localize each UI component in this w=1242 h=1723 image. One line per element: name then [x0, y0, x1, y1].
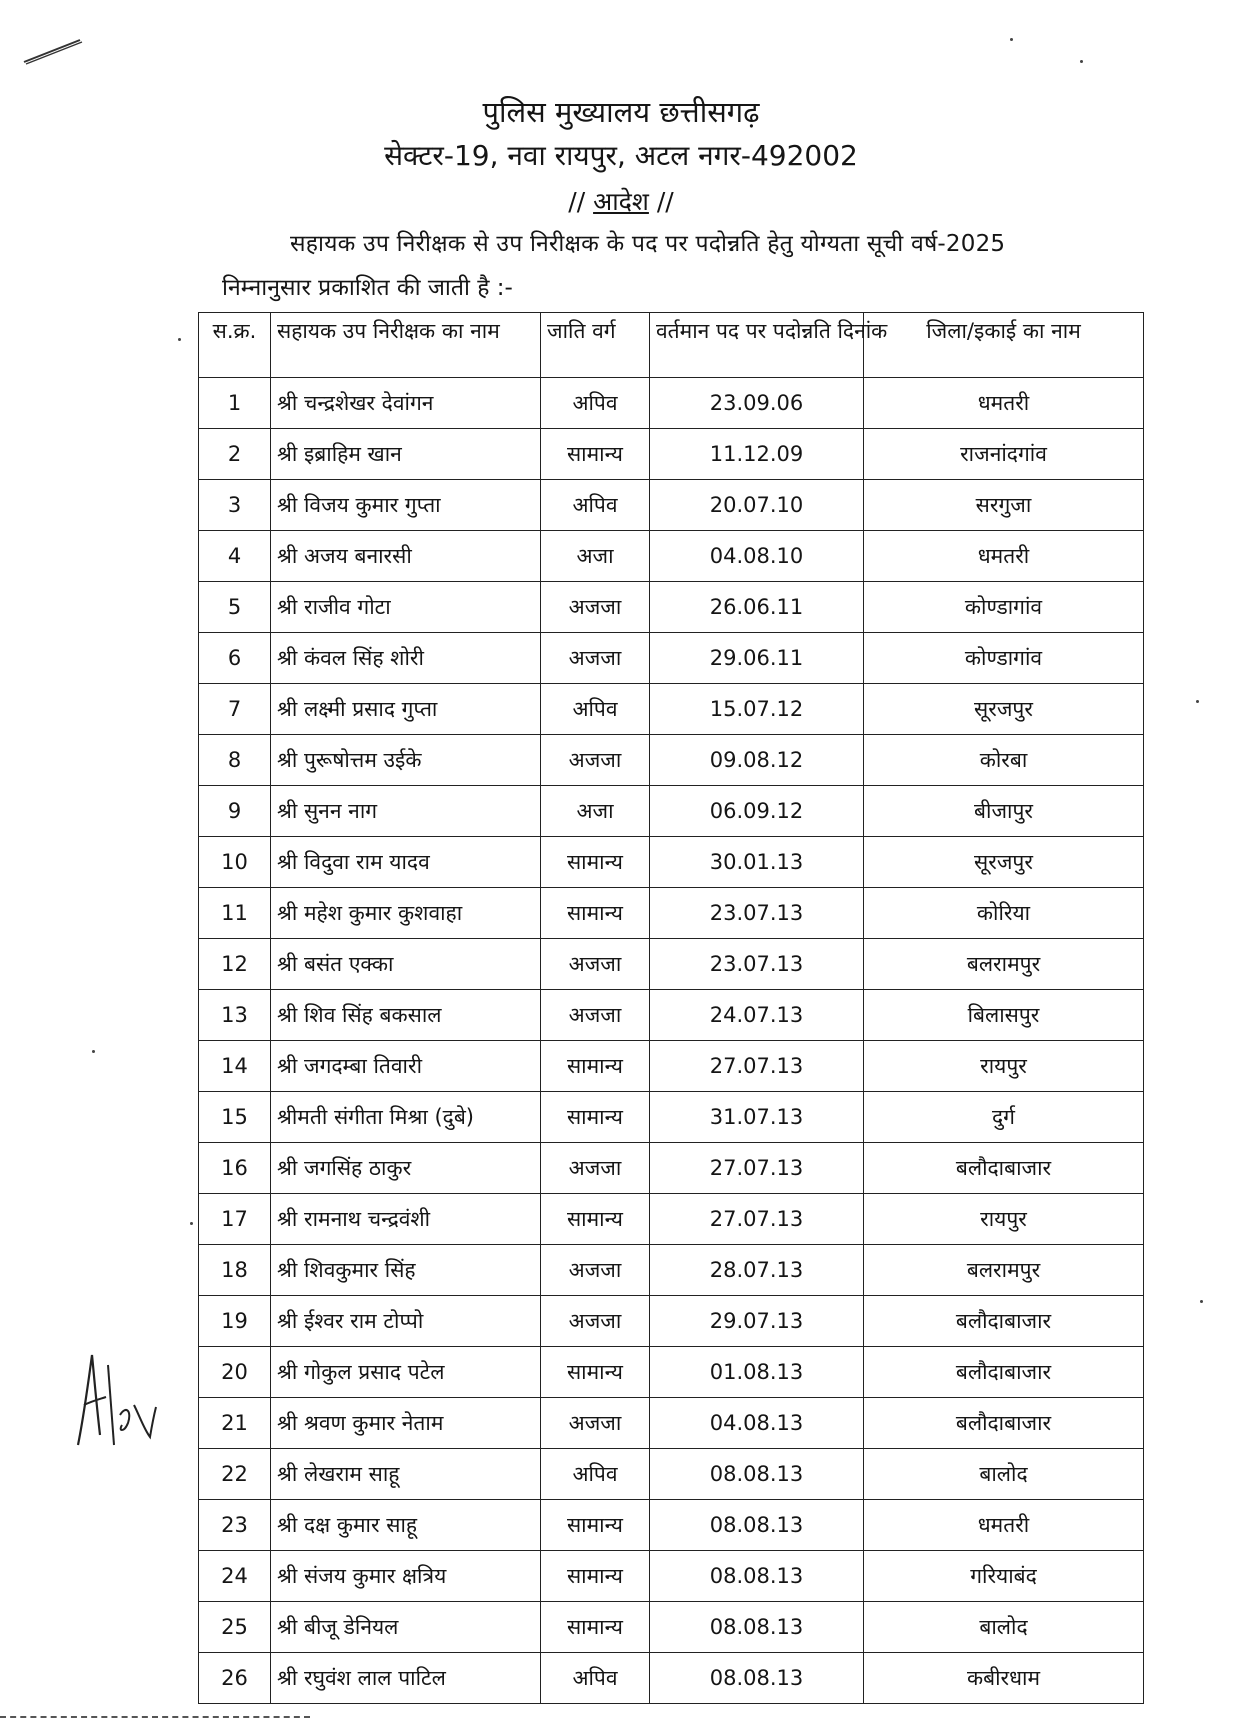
table-row — [199, 1551, 1144, 1602]
cell-sn: 16 — [199, 1143, 271, 1194]
table-row — [199, 1143, 1144, 1194]
cell-sn: 1 — [199, 378, 271, 429]
col-header-promotion-date: वर्तमान पद पर पदोन्नति दिनांक — [650, 313, 864, 378]
order-prefix: // — [568, 187, 594, 216]
cell-district: कोरिया — [864, 888, 1144, 939]
cell-sn: 8 — [199, 735, 271, 786]
cell-district: धमतरी — [864, 531, 1144, 582]
cell-category: अपिव — [541, 1449, 650, 1500]
cell-sn: 24 — [199, 1551, 271, 1602]
cell-district: राजनांदगांव — [864, 429, 1144, 480]
cell-category: अजजा — [541, 735, 650, 786]
cell-promotion-date: 27.07.13 — [650, 1041, 864, 1092]
cell-name: श्री शिवकुमार सिंह — [271, 1245, 541, 1296]
cell-name: श्री जगदम्बा तिवारी — [271, 1041, 541, 1092]
cell-district: कबीरधाम — [864, 1653, 1144, 1704]
cell-district: रायपुर — [864, 1194, 1144, 1245]
table-row — [199, 1194, 1144, 1245]
cell-category: अजजा — [541, 939, 650, 990]
cell-category: अपिव — [541, 480, 650, 531]
cell-name: श्री विजय कुमार गुप्ता — [271, 480, 541, 531]
cell-sn: 20 — [199, 1347, 271, 1398]
cell-category: अजा — [541, 531, 650, 582]
cell-category: अजजा — [541, 1143, 650, 1194]
cell-promotion-date: 08.08.13 — [650, 1653, 864, 1704]
cell-category: अजजा — [541, 582, 650, 633]
scan-speck — [1080, 60, 1083, 63]
cell-name: श्री विदुवा राम यादव — [271, 837, 541, 888]
cell-category: अजजा — [541, 1398, 650, 1449]
cell-district: धमतरी — [864, 1500, 1144, 1551]
cell-district: बलौदाबाजार — [864, 1347, 1144, 1398]
cell-name: श्री चन्द्रशेखर देवांगन — [271, 378, 541, 429]
cell-promotion-date: 04.08.13 — [650, 1398, 864, 1449]
cell-name: श्री महेश कुमार कुशवाहा — [271, 888, 541, 939]
cell-sn: 10 — [199, 837, 271, 888]
cell-category: सामान्य — [541, 1194, 650, 1245]
cell-district: दुर्ग — [864, 1092, 1144, 1143]
table-row — [199, 888, 1144, 939]
intro-line-2: निम्नानुसार प्रकाशित की जाती है :- — [222, 275, 513, 301]
cell-district: धमतरी — [864, 378, 1144, 429]
cell-district: बलौदाबाजार — [864, 1296, 1144, 1347]
table-row — [199, 1347, 1144, 1398]
eligibility-table — [198, 312, 1144, 1704]
cell-promotion-date: 30.01.13 — [650, 837, 864, 888]
cell-sn: 26 — [199, 1653, 271, 1704]
cell-category: सामान्य — [541, 1602, 650, 1653]
cell-name: श्री रघुवंश लाल पाटिल — [271, 1653, 541, 1704]
cell-sn: 21 — [199, 1398, 271, 1449]
table-row — [199, 480, 1144, 531]
cell-category: अजजा — [541, 633, 650, 684]
cell-name: श्री अजय बनारसी — [271, 531, 541, 582]
scan-speck — [1196, 700, 1199, 703]
cell-district: सरगुजा — [864, 480, 1144, 531]
cell-category: सामान्य — [541, 1347, 650, 1398]
cell-promotion-date: 08.08.13 — [650, 1449, 864, 1500]
table-row — [199, 531, 1144, 582]
cell-name: श्री संजय कुमार क्षत्रिय — [271, 1551, 541, 1602]
cell-sn: 11 — [199, 888, 271, 939]
cell-category: अपिव — [541, 684, 650, 735]
cell-district: बालोद — [864, 1602, 1144, 1653]
scan-speck — [178, 338, 181, 341]
order-suffix: // — [648, 187, 674, 216]
scan-speck — [92, 1050, 95, 1053]
cell-district: कोण्डागांव — [864, 633, 1144, 684]
cell-district: कोण्डागांव — [864, 582, 1144, 633]
col-header-sn: स.क्र. — [199, 313, 271, 378]
cell-sn: 2 — [199, 429, 271, 480]
cell-promotion-date: 08.08.13 — [650, 1602, 864, 1653]
cell-district: सूरजपुर — [864, 837, 1144, 888]
cell-name: श्री शिव सिंह बकसाल — [271, 990, 541, 1041]
cell-name: श्री दक्ष कुमार साहू — [271, 1500, 541, 1551]
cell-category: सामान्य — [541, 837, 650, 888]
cell-sn: 4 — [199, 531, 271, 582]
cell-promotion-date: 11.12.09 — [650, 429, 864, 480]
cell-category: सामान्य — [541, 1500, 650, 1551]
cell-district: बलरामपुर — [864, 1245, 1144, 1296]
table-row — [199, 990, 1144, 1041]
cell-category: सामान्य — [541, 1041, 650, 1092]
cell-promotion-date: 29.06.11 — [650, 633, 864, 684]
cell-promotion-date: 20.07.10 — [650, 480, 864, 531]
cell-district: कोरबा — [864, 735, 1144, 786]
cell-district: बलरामपुर — [864, 939, 1144, 990]
cell-promotion-date: 24.07.13 — [650, 990, 864, 1041]
cell-name: श्री राजीव गोटा — [271, 582, 541, 633]
table-row — [199, 837, 1144, 888]
table-row — [199, 582, 1144, 633]
cell-category: अजा — [541, 786, 650, 837]
cell-sn: 9 — [199, 786, 271, 837]
col-header-name: सहायक उप निरीक्षक का नाम — [271, 313, 541, 378]
cell-promotion-date: 28.07.13 — [650, 1245, 864, 1296]
cell-name: श्री जगसिंह ठाकुर — [271, 1143, 541, 1194]
cell-sn: 5 — [199, 582, 271, 633]
table-row — [199, 1398, 1144, 1449]
table-row — [199, 1296, 1144, 1347]
handwritten-signature — [70, 1345, 160, 1455]
cell-district: बालोद — [864, 1449, 1144, 1500]
cell-sn: 22 — [199, 1449, 271, 1500]
office-name: पुलिस मुख्यालय छत्तीसगढ़ — [482, 95, 760, 129]
cell-name: श्री लेखराम साहू — [271, 1449, 541, 1500]
table-row — [199, 633, 1144, 684]
table-row — [199, 786, 1144, 837]
table-row — [199, 1500, 1144, 1551]
cell-promotion-date: 27.07.13 — [650, 1194, 864, 1245]
cell-category: अपिव — [541, 378, 650, 429]
cell-name: श्री रामनाथ चन्द्रवंशी — [271, 1194, 541, 1245]
table-row — [199, 1449, 1144, 1500]
cell-promotion-date: 23.07.13 — [650, 939, 864, 990]
pen-stroke-mark — [22, 36, 84, 66]
col-header-district: जिला/इकाई का नाम — [864, 313, 1144, 378]
intro-line-1: सहायक उप निरीक्षक से उप निरीक्षक के पद पर पदोन्नति हेतु योग्यता सूची वर्ष-2025 — [290, 231, 1006, 257]
cell-name: श्री कंवल सिंह शोरी — [271, 633, 541, 684]
cell-name: श्री पुरूषोत्तम उईके — [271, 735, 541, 786]
cell-category: सामान्य — [541, 429, 650, 480]
table-row — [199, 1245, 1144, 1296]
scan-speck — [1010, 38, 1013, 41]
cell-sn: 19 — [199, 1296, 271, 1347]
cell-sn: 17 — [199, 1194, 271, 1245]
cell-sn: 7 — [199, 684, 271, 735]
cell-promotion-date: 26.06.11 — [650, 582, 864, 633]
cell-district: बीजापुर — [864, 786, 1144, 837]
cell-name: श्री लक्ष्मी प्रसाद गुप्ता — [271, 684, 541, 735]
table-row — [199, 1041, 1144, 1092]
table-row — [199, 684, 1144, 735]
cell-name: श्री ईश्वर राम टोप्पो — [271, 1296, 541, 1347]
cell-promotion-date: 06.09.12 — [650, 786, 864, 837]
cell-district: गरियाबंद — [864, 1551, 1144, 1602]
cell-promotion-date: 23.07.13 — [650, 888, 864, 939]
table-row — [199, 939, 1144, 990]
cell-name: श्री बसंत एक्का — [271, 939, 541, 990]
office-address: सेक्टर-19, नवा रायपुर, अटल नगर-492002 — [384, 139, 858, 172]
cell-promotion-date: 23.09.06 — [650, 378, 864, 429]
cell-sn: 12 — [199, 939, 271, 990]
table-row — [199, 429, 1144, 480]
cell-sn: 14 — [199, 1041, 271, 1092]
cell-sn: 15 — [199, 1092, 271, 1143]
table-row — [199, 1092, 1144, 1143]
cell-name: श्री बीजू डेनियल — [271, 1602, 541, 1653]
cell-name: श्री श्रवण कुमार नेताम — [271, 1398, 541, 1449]
table-row — [199, 378, 1144, 429]
order-heading — [0, 184, 1242, 218]
cell-district: बिलासपुर — [864, 990, 1144, 1041]
order-word: आदेश — [593, 187, 649, 216]
cell-promotion-date: 08.08.13 — [650, 1551, 864, 1602]
cell-name: श्री गोकुल प्रसाद पटेल — [271, 1347, 541, 1398]
cell-name: श्री सुनन नाग — [271, 786, 541, 837]
cell-district: बलौदाबाजार — [864, 1143, 1144, 1194]
cell-sn: 3 — [199, 480, 271, 531]
cell-promotion-date: 08.08.13 — [650, 1500, 864, 1551]
cell-category: सामान्य — [541, 1092, 650, 1143]
table-header-row — [199, 313, 1144, 378]
cell-category: अजजा — [541, 990, 650, 1041]
cell-name: श्रीमती संगीता मिश्रा (दुबे) — [271, 1092, 541, 1143]
cell-promotion-date: 01.08.13 — [650, 1347, 864, 1398]
table-row — [199, 1602, 1144, 1653]
cell-sn: 25 — [199, 1602, 271, 1653]
cell-promotion-date: 27.07.13 — [650, 1143, 864, 1194]
cell-sn: 18 — [199, 1245, 271, 1296]
cell-sn: 13 — [199, 990, 271, 1041]
cell-category: सामान्य — [541, 1551, 650, 1602]
scan-speck — [1200, 1300, 1203, 1303]
cell-district: रायपुर — [864, 1041, 1144, 1092]
table-row — [199, 1653, 1144, 1704]
table-row — [199, 735, 1144, 786]
cell-district: बलौदाबाजार — [864, 1398, 1144, 1449]
cell-district: सूरजपुर — [864, 684, 1144, 735]
cell-promotion-date: 31.07.13 — [650, 1092, 864, 1143]
table-body — [199, 378, 1144, 1704]
cell-category: अजजा — [541, 1296, 650, 1347]
cell-name: श्री इब्राहिम खान — [271, 429, 541, 480]
cell-sn: 6 — [199, 633, 271, 684]
bottom-dashed-rule — [0, 1716, 310, 1718]
cell-promotion-date: 29.07.13 — [650, 1296, 864, 1347]
col-header-category: जाति वर्ग — [541, 313, 650, 378]
cell-promotion-date: 15.07.12 — [650, 684, 864, 735]
cell-category: अपिव — [541, 1653, 650, 1704]
cell-category: सामान्य — [541, 888, 650, 939]
cell-promotion-date: 09.08.12 — [650, 735, 864, 786]
scan-speck — [190, 1222, 193, 1225]
cell-category: अजजा — [541, 1245, 650, 1296]
cell-promotion-date: 04.08.10 — [650, 531, 864, 582]
cell-sn: 23 — [199, 1500, 271, 1551]
